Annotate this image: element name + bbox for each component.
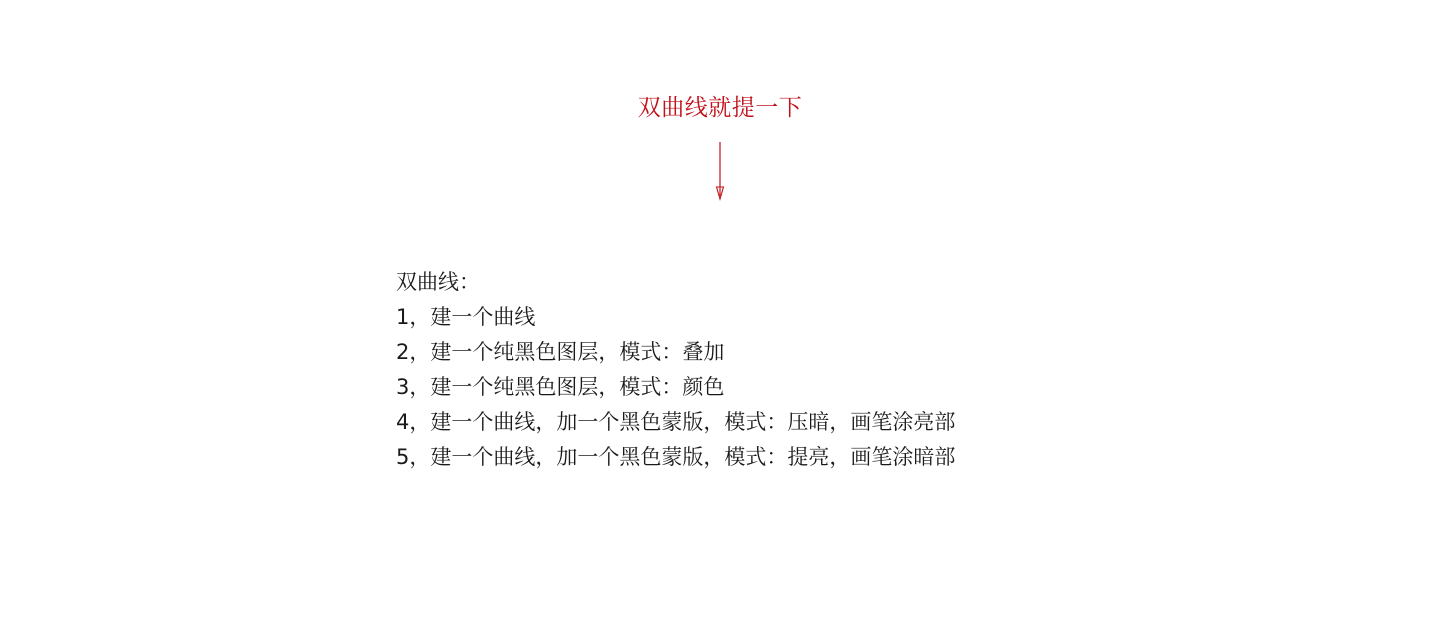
step-1: 1，建一个曲线 (396, 305, 536, 329)
down-arrow-icon (713, 142, 727, 202)
step-2: 2，建一个纯黑色图层，模式：叠加 (396, 340, 725, 364)
step-3: 3，建一个纯黑色图层，模式：颜色 (396, 375, 725, 399)
notes-block (396, 265, 1156, 475)
step-4: 4，建一个曲线，加一个黑色蒙版，模式：压暗，画笔涂亮部 (396, 410, 956, 434)
step-5: 5，建一个曲线，加一个黑色蒙版，模式：提亮，画笔涂暗部 (396, 445, 956, 469)
notes-heading: 双曲线： (396, 270, 480, 294)
annotation-title: 双曲线就提一下 (637, 95, 803, 121)
